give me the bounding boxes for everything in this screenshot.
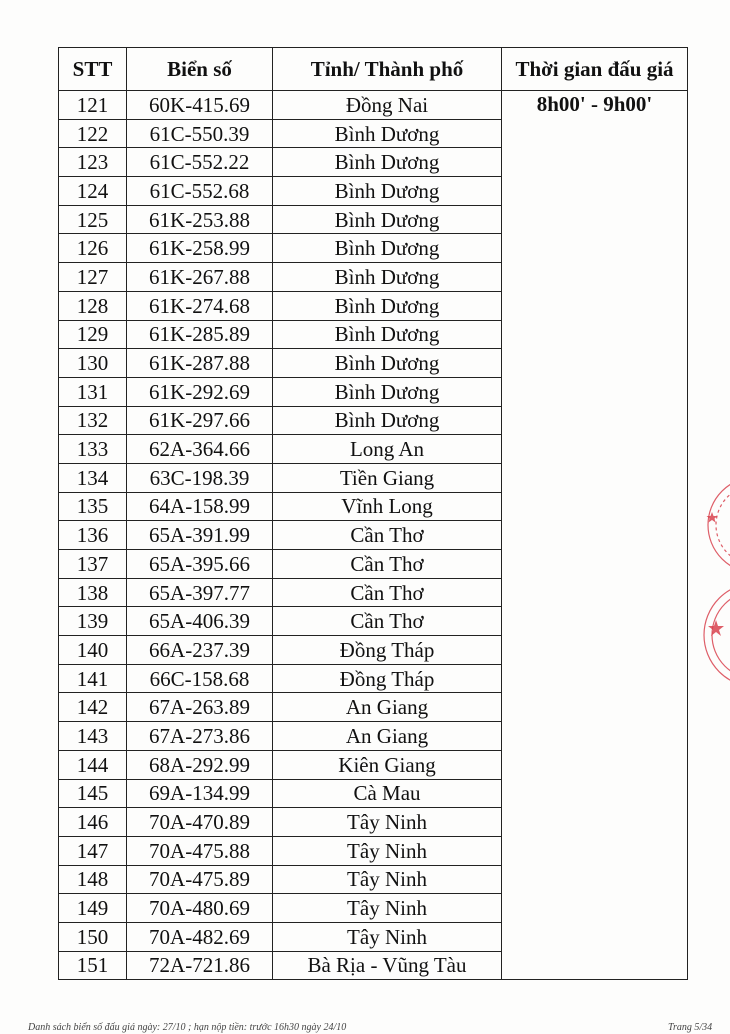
stt-cell: 144 — [59, 750, 127, 779]
province-cell: Tây Ninh — [273, 865, 502, 894]
province-cell: An Giang — [273, 722, 502, 751]
plate-cell: 70A-482.69 — [127, 922, 273, 951]
plate-cell: 68A-292.99 — [127, 750, 273, 779]
plate-cell: 70A-480.69 — [127, 894, 273, 923]
plate-cell: 61K-292.69 — [127, 377, 273, 406]
header-plate: Biển số — [127, 48, 273, 91]
stt-cell: 146 — [59, 808, 127, 837]
province-cell: Bình Dương — [273, 148, 502, 177]
province-cell: Long An — [273, 435, 502, 464]
plate-cell: 66A-237.39 — [127, 636, 273, 665]
plate-cell: 61C-552.68 — [127, 177, 273, 206]
stt-cell: 128 — [59, 291, 127, 320]
stt-cell: 145 — [59, 779, 127, 808]
table-header-row — [59, 48, 688, 91]
header-province: Tỉnh/ Thành phố — [273, 48, 502, 91]
stt-cell: 135 — [59, 492, 127, 521]
stt-cell: 124 — [59, 177, 127, 206]
province-cell: Bình Dương — [273, 406, 502, 435]
plate-cell: 70A-475.89 — [127, 865, 273, 894]
stt-cell: 133 — [59, 435, 127, 464]
table-body — [59, 91, 688, 980]
stt-cell: 126 — [59, 234, 127, 263]
plate-cell: 61K-287.88 — [127, 349, 273, 378]
plate-cell: 61K-297.66 — [127, 406, 273, 435]
province-cell: Bình Dương — [273, 119, 502, 148]
plate-cell: 65A-406.39 — [127, 607, 273, 636]
province-cell: Đồng Tháp — [273, 664, 502, 693]
stt-cell: 125 — [59, 205, 127, 234]
auction-time-cell: 8h00' - 9h00' — [502, 91, 688, 980]
plate-cell: 67A-263.89 — [127, 693, 273, 722]
province-cell: Bình Dương — [273, 263, 502, 292]
stt-cell: 123 — [59, 148, 127, 177]
stt-cell: 138 — [59, 578, 127, 607]
stt-cell: 121 — [59, 91, 127, 120]
province-cell: Tây Ninh — [273, 922, 502, 951]
stt-cell: 139 — [59, 607, 127, 636]
header-stt: STT — [59, 48, 127, 91]
stt-cell: 132 — [59, 406, 127, 435]
plate-cell: 72A-721.86 — [127, 951, 273, 980]
province-cell: Cần Thơ — [273, 521, 502, 550]
stt-cell: 131 — [59, 377, 127, 406]
stt-cell: 151 — [59, 951, 127, 980]
plate-cell: 64A-158.99 — [127, 492, 273, 521]
stt-cell: 148 — [59, 865, 127, 894]
plate-cell: 61K-267.88 — [127, 263, 273, 292]
province-cell: Đồng Tháp — [273, 636, 502, 665]
plate-cell: 65A-395.66 — [127, 550, 273, 579]
plate-cell: 67A-273.86 — [127, 722, 273, 751]
stt-cell: 129 — [59, 320, 127, 349]
province-cell: Đồng Nai — [273, 91, 502, 120]
plate-cell: 69A-134.99 — [127, 779, 273, 808]
province-cell: Vĩnh Long — [273, 492, 502, 521]
page-number: Trang 5/34 — [668, 1022, 713, 1033]
province-cell: Cần Thơ — [273, 578, 502, 607]
province-cell: Cà Mau — [273, 779, 502, 808]
province-cell: Bình Dương — [273, 320, 502, 349]
plate-cell: 66C-158.68 — [127, 664, 273, 693]
province-cell: An Giang — [273, 693, 502, 722]
province-cell: Cần Thơ — [273, 607, 502, 636]
plate-cell: 61C-552.22 — [127, 148, 273, 177]
stt-cell: 130 — [59, 349, 127, 378]
stt-cell: 127 — [59, 263, 127, 292]
province-cell: Bà Rịa - Vũng Tàu — [273, 951, 502, 980]
province-cell: Tây Ninh — [273, 808, 502, 837]
stt-cell: 136 — [59, 521, 127, 550]
province-cell: Bình Dương — [273, 377, 502, 406]
province-cell: Cần Thơ — [273, 550, 502, 579]
plate-cell: 65A-397.77 — [127, 578, 273, 607]
stt-cell: 137 — [59, 550, 127, 579]
stt-cell: 149 — [59, 894, 127, 923]
stt-cell: 141 — [59, 664, 127, 693]
stt-cell: 140 — [59, 636, 127, 665]
footer-note: Danh sách biển số đấu giá ngày: 27/10 ; hạn nộp tiền: trước 16h30 ngày 24/10 — [28, 1022, 347, 1033]
plate-cell: 60K-415.69 — [127, 91, 273, 120]
province-cell: Bình Dương — [273, 177, 502, 206]
stt-cell: 150 — [59, 922, 127, 951]
plate-cell: 61K-285.89 — [127, 320, 273, 349]
stt-cell: 122 — [59, 119, 127, 148]
stt-cell: 134 — [59, 463, 127, 492]
province-cell: Bình Dương — [273, 205, 502, 234]
plate-cell: 61K-253.88 — [127, 205, 273, 234]
province-cell: Bình Dương — [273, 349, 502, 378]
province-cell: Tiền Giang — [273, 463, 502, 492]
license-plate-table — [58, 47, 688, 980]
plate-cell: 62A-364.66 — [127, 435, 273, 464]
province-cell: Bình Dương — [273, 234, 502, 263]
province-cell: Bình Dương — [273, 291, 502, 320]
plate-cell: 61C-550.39 — [127, 119, 273, 148]
header-auction-time: Thời gian đấu giá — [502, 48, 688, 91]
plate-cell: 70A-470.89 — [127, 808, 273, 837]
stt-cell: 142 — [59, 693, 127, 722]
red-seal-stamp — [694, 480, 730, 690]
plate-cell: 63C-198.39 — [127, 463, 273, 492]
province-cell: Tây Ninh — [273, 836, 502, 865]
plate-cell: 70A-475.88 — [127, 836, 273, 865]
province-cell: Kiên Giang — [273, 750, 502, 779]
stt-cell: 147 — [59, 836, 127, 865]
plate-cell: 61K-274.68 — [127, 291, 273, 320]
table-row — [59, 91, 688, 120]
province-cell: Tây Ninh — [273, 894, 502, 923]
plate-cell: 61K-258.99 — [127, 234, 273, 263]
plate-cell: 65A-391.99 — [127, 521, 273, 550]
stt-cell: 143 — [59, 722, 127, 751]
